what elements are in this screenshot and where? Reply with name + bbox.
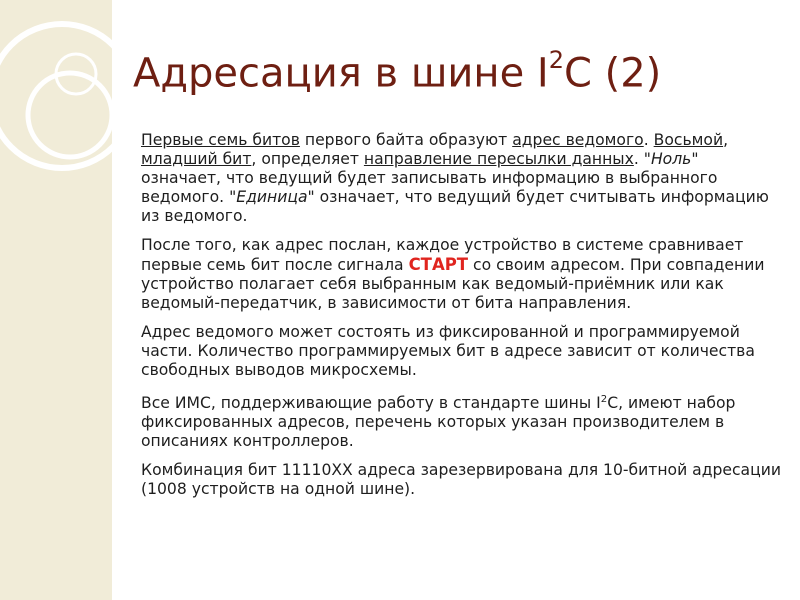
paragraph-5: Комбинация бит 11110XX адреса зарезервирована для 10-битной адресации (1008 устройств на одной шине). <box>141 461 781 499</box>
page-title: Адресация в шине $I^2C$ (2) <box>133 46 662 97</box>
start-keyword: СТАРТ <box>408 255 469 274</box>
paragraph-2: После того, как адрес послан, каждое устройство в системе сравнивает первые семь бит после сигнала СТАРТ со своим адресом. При совпадении устройство полагает себя выбранным как ведомый-приёмник или как ведомый-передатчик, в зависимости от бита направления. <box>141 236 765 312</box>
paragraph-3: Адрес ведомого может состоять из фиксированной и программируемой части. Количество программируемых бит в адресе зависит от количества свободных выводов микросхемы. <box>141 323 755 379</box>
paragraph-4: Все ИМС, поддерживающие работу в стандарте шины $I^2C$, имеют набор фиксированных адресов, перечень которых указан производителем в описаниях контроллеров. <box>141 394 736 451</box>
slide-body <box>141 131 781 509</box>
paragraph-1: Первые семь битов первого байта образуют адрес ведомого. Восьмой, младший бит, определяет направление пересылки данных. "Ноль" означает, что ведущий будет записывать информацию в выбранного ведомого. "Единица" означает, что ведущий будет считывать информацию из ведомого. <box>141 131 769 225</box>
decorative-rings <box>0 0 120 260</box>
